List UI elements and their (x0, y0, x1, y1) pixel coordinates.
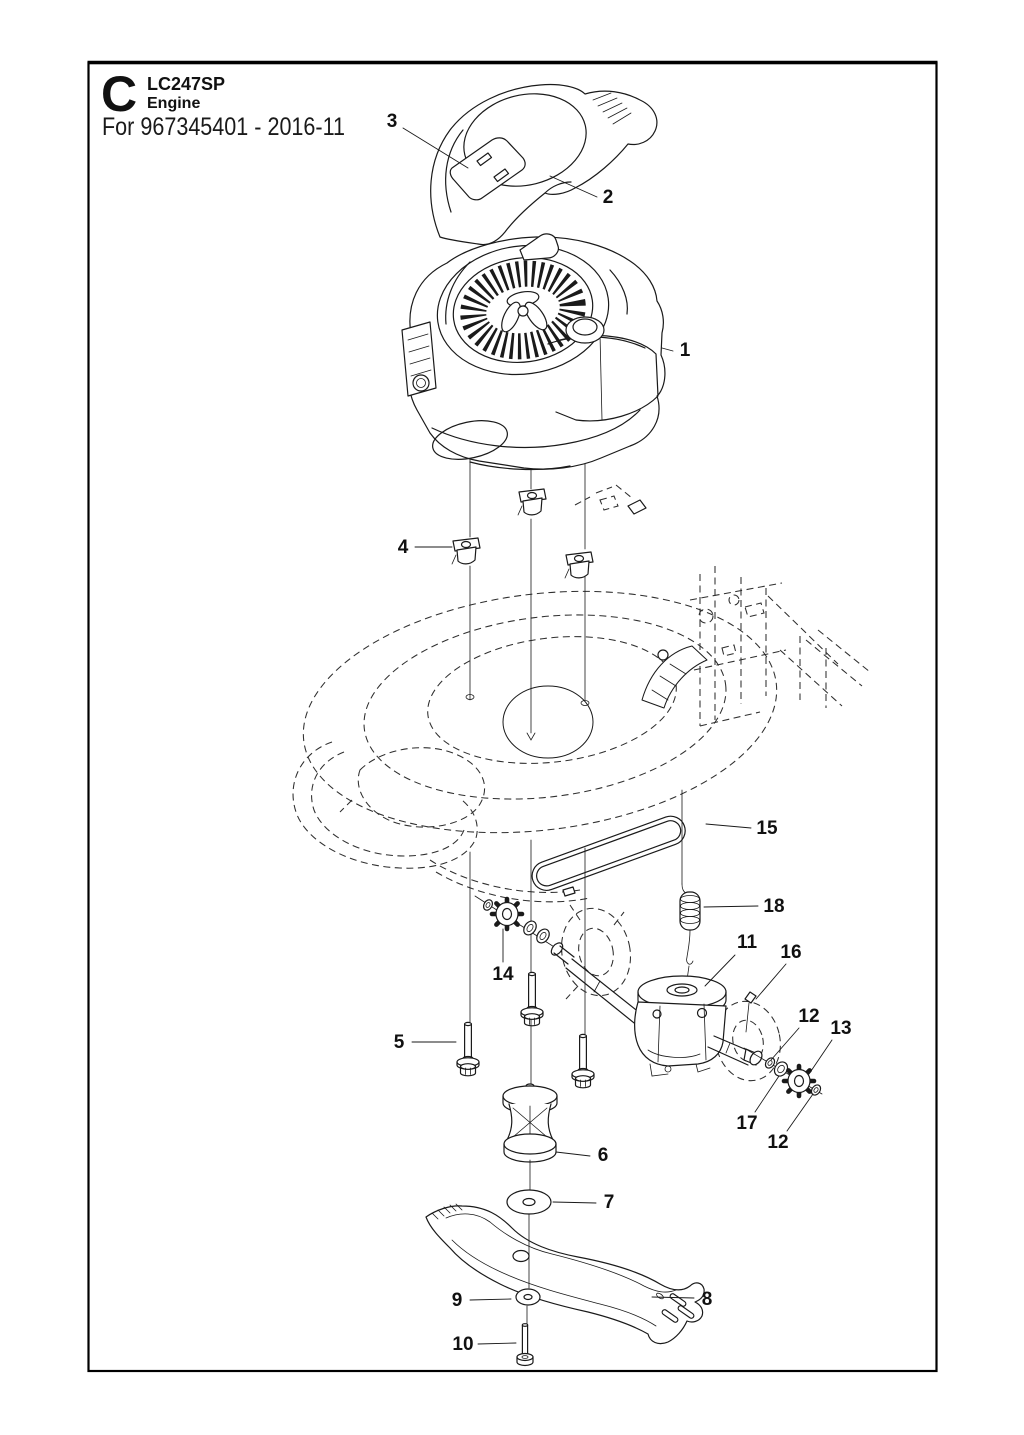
callout-8: 8 (701, 1289, 713, 1310)
part-12-e-ring-right-outer (810, 1083, 823, 1097)
center-bushing (518, 489, 546, 515)
part-14-pinion-gear-left (492, 899, 522, 929)
section-letter: C (101, 66, 138, 122)
part-13-pinion-gear-right (784, 1066, 814, 1096)
part-5-engine-bolt-right (572, 1034, 594, 1087)
callout-4: 4 (397, 537, 409, 558)
diagram-subtitle: Engine (147, 95, 201, 112)
washer-left-2 (521, 919, 539, 938)
part-1-engine (402, 234, 665, 470)
part-10-blade-bolt (517, 1324, 533, 1366)
part-5-engine-bolt-left (457, 1022, 479, 1075)
part-4-clip-left (452, 538, 480, 564)
part-12-e-ring-left (482, 898, 494, 912)
callout-1: 1 (679, 340, 691, 361)
fuel-cap (566, 317, 604, 343)
part-5-engine-bolt-center (521, 972, 543, 1025)
part-2-engine-cover (431, 81, 657, 244)
callout-12-outer: 12 (767, 1132, 789, 1153)
callout-17: 17 (736, 1113, 758, 1134)
callout-9: 9 (451, 1290, 463, 1311)
callout-15: 15 (756, 818, 778, 839)
model-title: LC247SP (147, 74, 226, 94)
callout-3: 3 (386, 111, 398, 132)
washer-left-1 (534, 927, 552, 946)
callout-14: 14 (492, 964, 514, 985)
primer-bulb (413, 375, 429, 391)
callout-12-inner: 12 (798, 1006, 820, 1027)
part-9-washer (516, 1289, 540, 1305)
serial-range: For 967345401 - 2016-11 (102, 113, 345, 141)
callout-18: 18 (763, 896, 785, 917)
callout-5: 5 (393, 1032, 405, 1053)
callout-6: 6 (597, 1145, 609, 1166)
clip-right (565, 552, 593, 578)
part-11-transmission (475, 887, 822, 1097)
callout-10: 10 (452, 1334, 474, 1355)
part-18-spring (680, 884, 700, 964)
part-16-pin (745, 992, 756, 1032)
part-7-support-washer (507, 1190, 551, 1214)
callout-11: 11 (736, 932, 758, 953)
callout-2: 2 (602, 187, 614, 208)
part-6-blade-adapter (503, 1084, 557, 1162)
part-8-blade (426, 1204, 704, 1344)
deck-center-hole (503, 686, 593, 758)
part-15-drive-belt (528, 812, 689, 894)
callout-13: 13 (830, 1018, 852, 1039)
callout-7: 7 (603, 1192, 615, 1213)
callout-16: 16 (780, 942, 802, 963)
title-block (101, 66, 345, 141)
mower-deck-reference (289, 485, 870, 902)
